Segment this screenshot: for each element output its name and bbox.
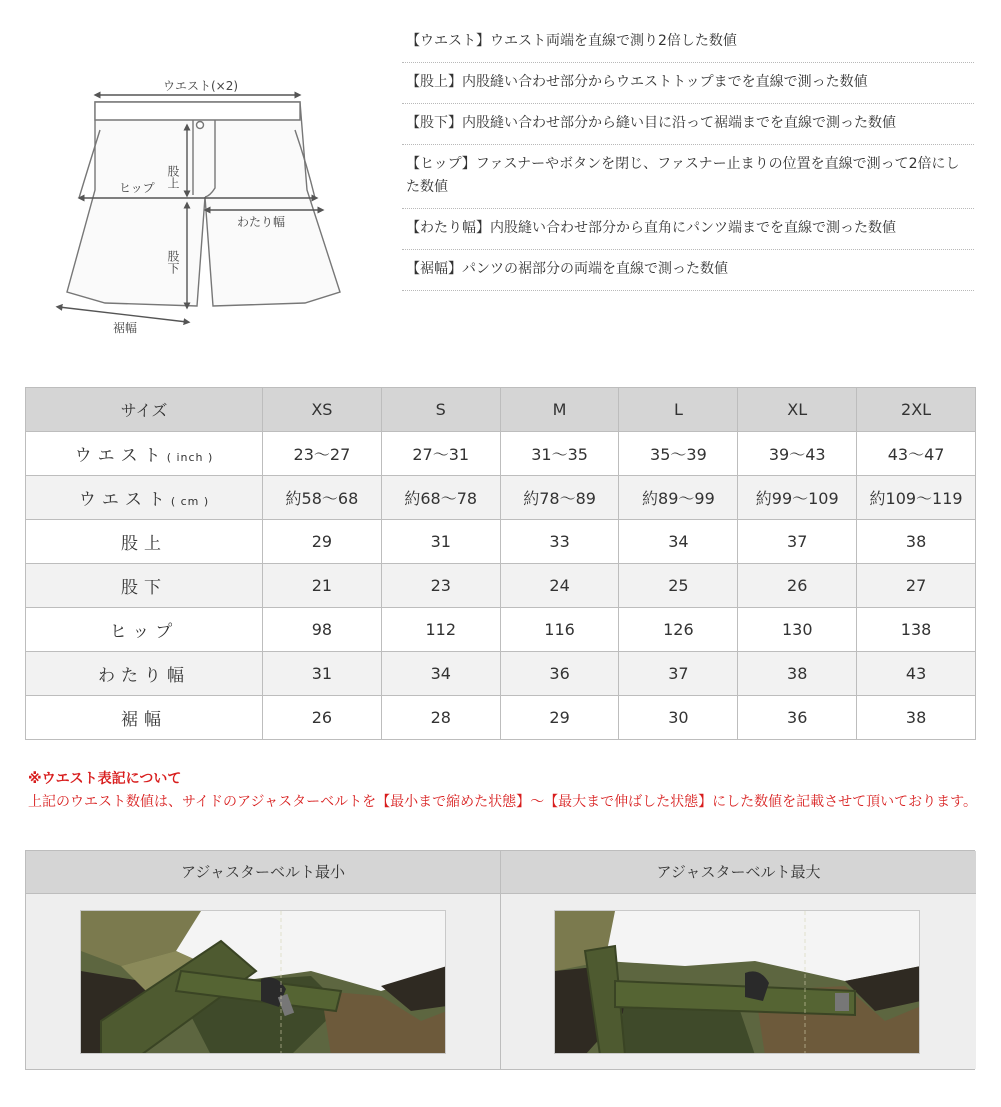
hem-label: 裾幅 <box>113 321 138 335</box>
table-cell: 27 <box>857 564 976 608</box>
row-label: 裾幅 <box>26 696 263 740</box>
adjuster-max-column <box>501 851 976 1069</box>
table-cell: 28 <box>381 696 500 740</box>
table-cell: 43～47 <box>857 432 976 476</box>
table-row-hem <box>26 696 976 740</box>
table-cell: 26 <box>738 564 857 608</box>
table-cell: 126 <box>619 608 738 652</box>
table-cell: 39～43 <box>738 432 857 476</box>
table-cell: 約109～119 <box>857 476 976 520</box>
waist-note <box>28 769 978 814</box>
table-cell: 29 <box>500 696 619 740</box>
header-size-l: L <box>619 388 738 432</box>
header-size-2xl: 2XL <box>857 388 976 432</box>
header-size-label: サイズ <box>26 388 263 432</box>
table-row-waist-inch <box>26 432 976 476</box>
table-cell: 38 <box>857 696 976 740</box>
adjuster-comparison <box>25 850 975 1070</box>
table-cell: 43 <box>857 652 976 696</box>
header-size-xl: XL <box>738 388 857 432</box>
header-size-s: S <box>381 388 500 432</box>
waist-note-title: ※ウエスト表記について <box>28 771 182 787</box>
table-row-rise <box>26 520 976 564</box>
row-label: ウエスト( inch ) <box>26 432 263 476</box>
shorts-outline <box>67 102 340 306</box>
table-cell: 130 <box>738 608 857 652</box>
table-cell: 37 <box>738 520 857 564</box>
table-cell: 約68～78 <box>381 476 500 520</box>
table-cell: 31 <box>263 652 382 696</box>
table-cell: 約78～89 <box>500 476 619 520</box>
table-cell: 26 <box>263 696 382 740</box>
table-cell: 29 <box>263 520 382 564</box>
table-cell: 24 <box>500 564 619 608</box>
adjuster-min-photo <box>80 910 446 1054</box>
table-cell: 27～31 <box>381 432 500 476</box>
table-cell: 35～39 <box>619 432 738 476</box>
rise-label: 股上 <box>166 165 180 189</box>
hip-label: ヒップ <box>119 181 155 195</box>
table-cell: 37 <box>619 652 738 696</box>
adjuster-min-label: アジャスターベルト最小 <box>26 851 500 894</box>
table-cell: 38 <box>738 652 857 696</box>
row-label: わたり幅 <box>26 652 263 696</box>
definition-rise: 【股上】内股縫い合わせ部分からウエストトップまでを直線で測った数値 <box>402 63 974 104</box>
table-cell: 約99～109 <box>738 476 857 520</box>
table-cell: 31 <box>381 520 500 564</box>
table-cell: 38 <box>857 520 976 564</box>
table-cell: 33 <box>500 520 619 564</box>
table-cell: 34 <box>619 520 738 564</box>
table-row-hip <box>26 608 976 652</box>
table-cell: 30 <box>619 696 738 740</box>
camo-fabric-max-image <box>555 911 920 1054</box>
adjuster-max-photo <box>554 910 920 1054</box>
adjuster-max-label: アジャスターベルト最大 <box>501 851 976 894</box>
row-label: ヒップ <box>26 608 263 652</box>
table-cell: 23 <box>381 564 500 608</box>
table-row-waist-cm <box>26 476 976 520</box>
table-cell: 36 <box>500 652 619 696</box>
header-size-m: M <box>500 388 619 432</box>
definition-thigh: 【わたり幅】内股縫い合わせ部分から直角にパンツ端までを直線で測った数値 <box>402 209 974 250</box>
waist-note-body: 上記のウエスト数値は、サイドのアジャスターベルトを【最小まで縮めた状態】～【最大まで伸ばした状態】にした数値を記載させて頂いております。 <box>28 794 978 810</box>
inseam-label: 股下 <box>166 250 180 274</box>
table-cell: 138 <box>857 608 976 652</box>
camo-fabric-min-image <box>81 911 446 1054</box>
header-size-xs: XS <box>263 388 382 432</box>
table-cell: 34 <box>381 652 500 696</box>
size-table <box>25 387 976 740</box>
table-cell: 約58～68 <box>263 476 382 520</box>
definition-waist: 【ウエスト】ウエスト両端を直線で測り2倍した数値 <box>402 22 974 63</box>
measurement-diagram <box>45 70 365 350</box>
definition-hem: 【裾幅】パンツの裾部分の両端を直線で測った数値 <box>402 250 974 291</box>
table-row-thigh <box>26 652 976 696</box>
measurement-definitions <box>402 22 974 291</box>
waist-label: ウエスト(×2) <box>163 79 239 93</box>
row-label: 股下 <box>26 564 263 608</box>
table-cell: 36 <box>738 696 857 740</box>
table-cell: 112 <box>381 608 500 652</box>
table-cell: 21 <box>263 564 382 608</box>
definition-hip: 【ヒップ】ファスナーやボタンを閉じ、ファスナー止まりの位置を直線で測って2倍にした数値 <box>402 145 974 209</box>
thigh-label: わたり幅 <box>237 215 286 229</box>
hem-arrow <box>59 307 187 322</box>
row-label: 股上 <box>26 520 263 564</box>
table-cell: 23～27 <box>263 432 382 476</box>
table-row-inseam <box>26 564 976 608</box>
table-cell: 約89～99 <box>619 476 738 520</box>
row-label: ウエスト( cm ) <box>26 476 263 520</box>
adjuster-min-column <box>26 851 501 1069</box>
table-cell: 116 <box>500 608 619 652</box>
table-cell: 98 <box>263 608 382 652</box>
table-cell: 25 <box>619 564 738 608</box>
table-cell: 31～35 <box>500 432 619 476</box>
definition-inseam: 【股下】内股縫い合わせ部分から縫い目に沿って裾端までを直線で測った数値 <box>402 104 974 145</box>
table-header-row <box>26 388 976 432</box>
